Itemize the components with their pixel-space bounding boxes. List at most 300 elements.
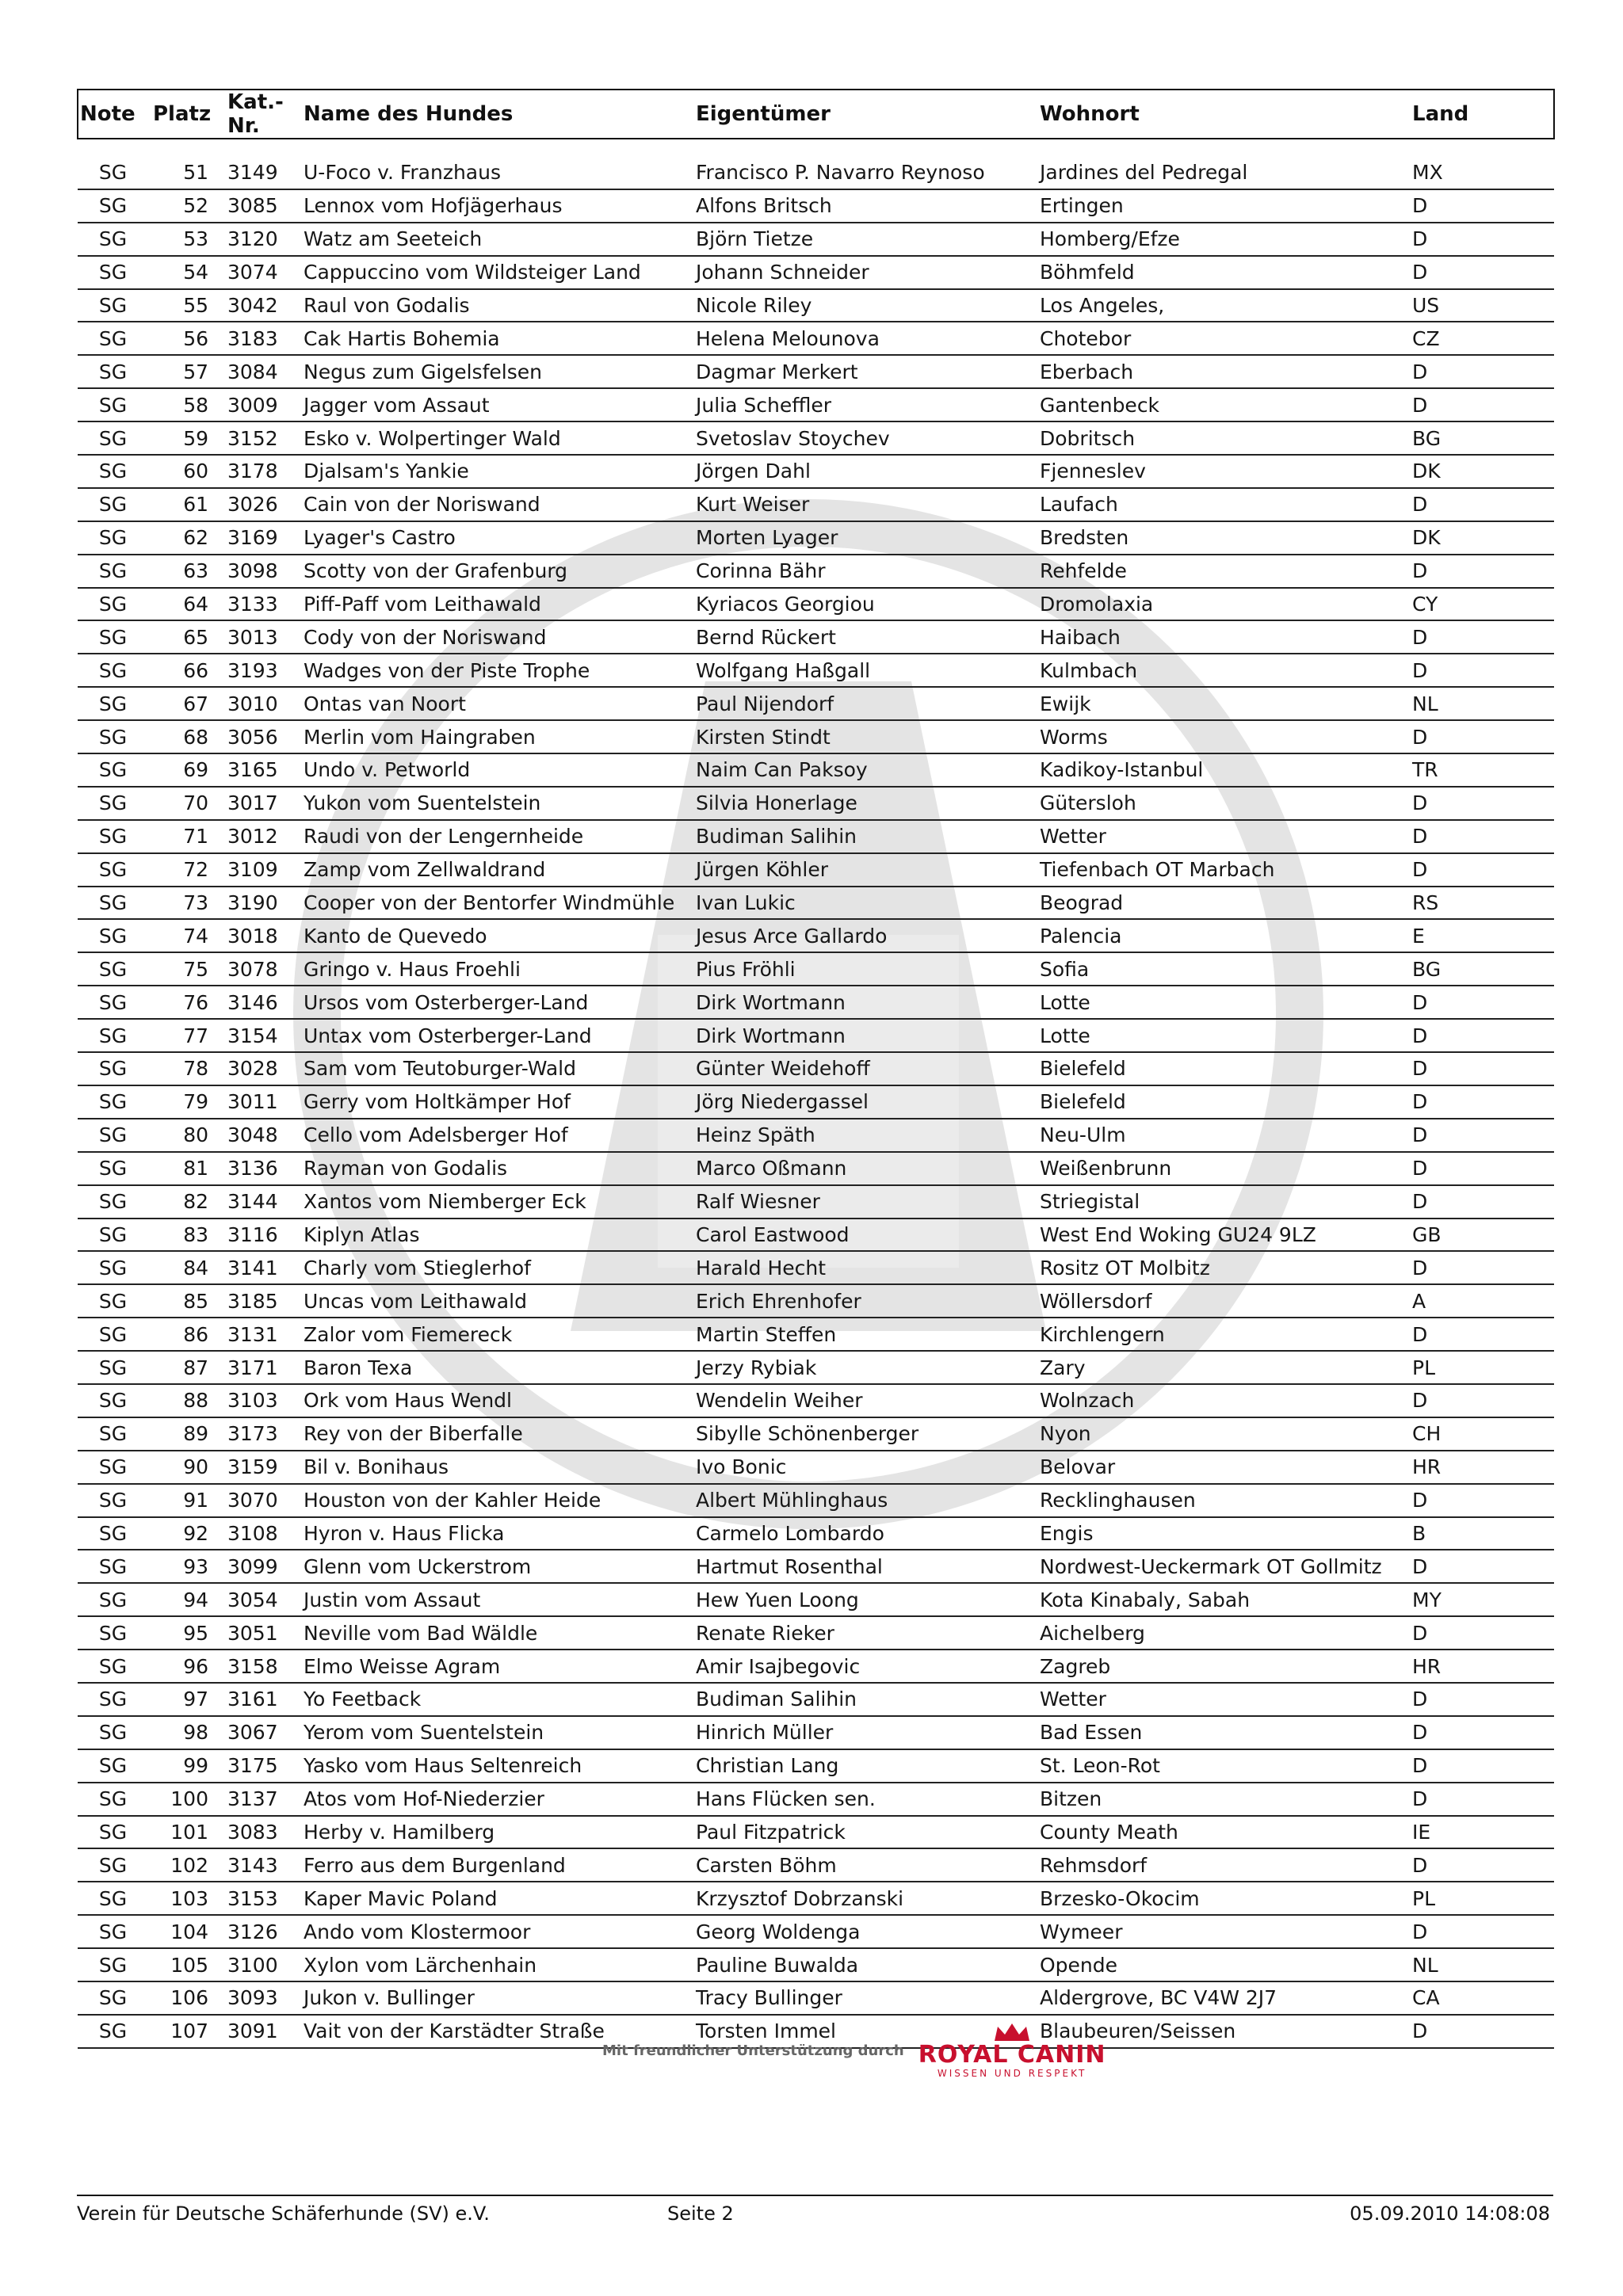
residence-cell: Sofia: [1035, 952, 1407, 986]
dog-name-cell: Xylon vom Lärchenhain: [299, 1948, 691, 1981]
residence-cell: Bielefeld: [1035, 1085, 1407, 1119]
platz-cell: 89: [148, 1417, 223, 1451]
owner-cell: Kurt Weiser: [691, 488, 1035, 521]
country-cell: PL: [1407, 1882, 1554, 1915]
note-cell: SG: [78, 1716, 148, 1749]
kat-nr-cell: 3100: [223, 1948, 299, 1981]
country-cell: D: [1407, 620, 1554, 654]
kat-nr-cell: 3099: [223, 1550, 299, 1583]
dog-name-cell: Wadges von der Piste Trophe: [299, 654, 691, 687]
owner-cell: Albert Mühlinghaus: [691, 1484, 1035, 1517]
platz-cell: 62: [148, 521, 223, 555]
residence-cell: Fjenneslev: [1035, 455, 1407, 488]
owner-cell: Sibylle Schönenberger: [691, 1417, 1035, 1451]
residence-cell: Haibach: [1035, 620, 1407, 654]
owner-cell: Ivo Bonic: [691, 1451, 1035, 1484]
table-row: [78, 157, 1554, 189]
sponsor-banner: [602, 2019, 1106, 2082]
platz-cell: 78: [148, 1052, 223, 1085]
owner-cell: Kyriacos Georgiou: [691, 588, 1035, 621]
table-row: [78, 1351, 1554, 1384]
owner-cell: Pauline Buwalda: [691, 1948, 1035, 1981]
dog-name-cell: Baron Texa: [299, 1351, 691, 1384]
table-row: [78, 1185, 1554, 1219]
kat-nr-cell: 3085: [223, 189, 299, 223]
note-cell: SG: [78, 1251, 148, 1284]
platz-cell: 101: [148, 1816, 223, 1849]
residence-cell: Beograd: [1035, 887, 1407, 920]
platz-cell: 70: [148, 787, 223, 820]
kat-nr-cell: 3193: [223, 654, 299, 687]
table-row: [78, 1716, 1554, 1749]
table-row: [78, 1517, 1554, 1550]
kat-nr-cell: 3009: [223, 388, 299, 421]
platz-cell: 60: [148, 455, 223, 488]
header-spacer: [78, 139, 1554, 157]
note-cell: SG: [78, 1882, 148, 1915]
kat-nr-cell: 3018: [223, 919, 299, 952]
kat-nr-cell: 3084: [223, 355, 299, 388]
kat-nr-cell: 3011: [223, 1085, 299, 1119]
owner-cell: Bernd Rückert: [691, 620, 1035, 654]
royal-canin-logo: [918, 2022, 1106, 2079]
dog-name-cell: Piff-Paff vom Leithawald: [299, 588, 691, 621]
note-cell: SG: [78, 1550, 148, 1583]
table-row: [78, 853, 1554, 887]
residence-cell: Ewijk: [1035, 687, 1407, 720]
kat-nr-cell: 3083: [223, 1816, 299, 1849]
dog-name-cell: U-Foco v. Franzhaus: [299, 157, 691, 189]
footer-timestamp: 05.09.2010 14:08:08: [1350, 2203, 1550, 2225]
table-row: [78, 488, 1554, 521]
platz-cell: 86: [148, 1318, 223, 1351]
kat-nr-cell: 3143: [223, 1848, 299, 1882]
country-cell: D: [1407, 223, 1554, 256]
table-row: [78, 1318, 1554, 1351]
dog-name-cell: Lennox vom Hofjägerhaus: [299, 189, 691, 223]
kat-nr-cell: 3169: [223, 521, 299, 555]
dog-name-cell: Cappuccino vom Wildsteiger Land: [299, 256, 691, 289]
kat-nr-cell: 3161: [223, 1683, 299, 1716]
table-row: [78, 820, 1554, 853]
owner-cell: Alfons Britsch: [691, 189, 1035, 223]
country-cell: DK: [1407, 455, 1554, 488]
note-cell: SG: [78, 1417, 148, 1451]
dog-name-cell: Uncas vom Leithawald: [299, 1284, 691, 1318]
dog-name-cell: Kiplyn Atlas: [299, 1219, 691, 1252]
owner-cell: Wendelin Weiher: [691, 1384, 1035, 1417]
header-name: Name des Hundes: [299, 90, 691, 139]
note-cell: SG: [78, 1019, 148, 1052]
footer-page-number: Seite 2: [667, 2203, 734, 2225]
dog-name-cell: Bil v. Bonihaus: [299, 1451, 691, 1484]
dog-name-cell: Hyron v. Haus Flicka: [299, 1517, 691, 1550]
footer-organization: Verein für Deutsche Schäferhunde (SV) e.V.: [77, 2203, 490, 2225]
crown-icon: [991, 2022, 1033, 2042]
table-row: [78, 1152, 1554, 1185]
platz-cell: 59: [148, 421, 223, 455]
country-cell: TR: [1407, 753, 1554, 787]
residence-cell: Zagreb: [1035, 1650, 1407, 1683]
note-cell: SG: [78, 1816, 148, 1849]
kat-nr-cell: 3048: [223, 1119, 299, 1152]
residence-cell: Laufach: [1035, 488, 1407, 521]
table-row: [78, 388, 1554, 421]
country-cell: GB: [1407, 1219, 1554, 1252]
kat-nr-cell: 3098: [223, 555, 299, 588]
platz-cell: 81: [148, 1152, 223, 1185]
owner-cell: Jörgen Dahl: [691, 455, 1035, 488]
residence-cell: St. Leon-Rot: [1035, 1749, 1407, 1783]
table-row: [78, 1451, 1554, 1484]
table-row: [78, 654, 1554, 687]
platz-cell: 61: [148, 488, 223, 521]
table-row: [78, 1650, 1554, 1683]
dog-name-cell: Neville vom Bad Wäldle: [299, 1616, 691, 1650]
kat-nr-cell: 3028: [223, 1052, 299, 1085]
residence-cell: Recklinghausen: [1035, 1484, 1407, 1517]
country-cell: D: [1407, 189, 1554, 223]
note-cell: SG: [78, 1583, 148, 1616]
table-row: [78, 753, 1554, 787]
kat-nr-cell: 3185: [223, 1284, 299, 1318]
country-cell: MX: [1407, 157, 1554, 189]
note-cell: SG: [78, 1085, 148, 1119]
dog-name-cell: Yukon vom Suentelstein: [299, 787, 691, 820]
country-cell: IE: [1407, 1816, 1554, 1849]
owner-cell: Marco Oßmann: [691, 1152, 1035, 1185]
residence-cell: Gantenbeck: [1035, 388, 1407, 421]
kat-nr-cell: 3159: [223, 1451, 299, 1484]
country-cell: B: [1407, 1517, 1554, 1550]
platz-cell: 77: [148, 1019, 223, 1052]
dog-name-cell: Esko v. Wolpertinger Wald: [299, 421, 691, 455]
kat-nr-cell: 3120: [223, 223, 299, 256]
country-cell: D: [1407, 1915, 1554, 1948]
owner-cell: Pius Fröhli: [691, 952, 1035, 986]
platz-cell: 54: [148, 256, 223, 289]
dog-name-cell: Ando vom Klostermoor: [299, 1915, 691, 1948]
table-row: [78, 620, 1554, 654]
owner-cell: Paul Nijendorf: [691, 687, 1035, 720]
dog-name-cell: Atos vom Hof-Niederzier: [299, 1783, 691, 1816]
note-cell: SG: [78, 223, 148, 256]
dog-name-cell: Jukon v. Bullinger: [299, 1981, 691, 2015]
country-cell: CH: [1407, 1417, 1554, 1451]
dog-name-cell: Elmo Weisse Agram: [299, 1650, 691, 1683]
dog-name-cell: Herby v. Hamilberg: [299, 1816, 691, 1849]
dog-name-cell: Cain von der Noriswand: [299, 488, 691, 521]
kat-nr-cell: 3103: [223, 1384, 299, 1417]
country-cell: US: [1407, 289, 1554, 322]
platz-cell: 74: [148, 919, 223, 952]
platz-cell: 105: [148, 1948, 223, 1981]
owner-cell: Erich Ehrenhofer: [691, 1284, 1035, 1318]
dog-name-cell: Rey von der Biberfalle: [299, 1417, 691, 1451]
residence-cell: Kulmbach: [1035, 654, 1407, 687]
platz-cell: 104: [148, 1915, 223, 1948]
residence-cell: Engis: [1035, 1517, 1407, 1550]
note-cell: SG: [78, 1451, 148, 1484]
country-cell: CZ: [1407, 322, 1554, 355]
residence-cell: Brzesko-Okocim: [1035, 1882, 1407, 1915]
note-cell: SG: [78, 322, 148, 355]
dog-name-cell: Kaper Mavic Poland: [299, 1882, 691, 1915]
owner-cell: Harald Hecht: [691, 1251, 1035, 1284]
platz-cell: 91: [148, 1484, 223, 1517]
platz-cell: 95: [148, 1616, 223, 1650]
residence-cell: Aichelberg: [1035, 1616, 1407, 1650]
residence-cell: Zary: [1035, 1351, 1407, 1384]
table-row: [78, 1583, 1554, 1616]
table-row: [78, 1915, 1554, 1948]
kat-nr-cell: 3178: [223, 455, 299, 488]
platz-cell: 79: [148, 1085, 223, 1119]
residence-cell: Wetter: [1035, 1683, 1407, 1716]
country-cell: D: [1407, 1152, 1554, 1185]
country-cell: D: [1407, 488, 1554, 521]
dog-name-cell: Kanto de Quevedo: [299, 919, 691, 952]
kat-nr-cell: 3158: [223, 1650, 299, 1683]
table-row: [78, 1052, 1554, 1085]
owner-cell: Günter Weidehoff: [691, 1052, 1035, 1085]
kat-nr-cell: 3173: [223, 1417, 299, 1451]
note-cell: SG: [78, 919, 148, 952]
platz-cell: 94: [148, 1583, 223, 1616]
note-cell: SG: [78, 753, 148, 787]
note-cell: SG: [78, 1783, 148, 1816]
dog-name-cell: Gringo v. Haus Froehli: [299, 952, 691, 986]
owner-cell: Wolfgang Haßgall: [691, 654, 1035, 687]
owner-cell: Tracy Bullinger: [691, 1981, 1035, 2015]
owner-cell: Jesus Arce Gallardo: [691, 919, 1035, 952]
residence-cell: Neu-Ulm: [1035, 1119, 1407, 1152]
table-body: [78, 139, 1554, 2048]
note-cell: SG: [78, 1650, 148, 1683]
owner-cell: Krzysztof Dobrzanski: [691, 1882, 1035, 1915]
note-cell: SG: [78, 455, 148, 488]
residence-cell: Homberg/Efze: [1035, 223, 1407, 256]
platz-cell: 57: [148, 355, 223, 388]
residence-cell: Bredsten: [1035, 521, 1407, 555]
note-cell: SG: [78, 1915, 148, 1948]
owner-cell: Corinna Bähr: [691, 555, 1035, 588]
kat-nr-cell: 3056: [223, 720, 299, 753]
owner-cell: Dagmar Merkert: [691, 355, 1035, 388]
dog-name-cell: Merlin vom Haingraben: [299, 720, 691, 753]
country-cell: BG: [1407, 421, 1554, 455]
dog-name-cell: Raudi von der Lengernheide: [299, 820, 691, 853]
kat-nr-cell: 3154: [223, 1019, 299, 1052]
kat-nr-cell: 3051: [223, 1616, 299, 1650]
country-cell: D: [1407, 820, 1554, 853]
table-row: [78, 986, 1554, 1019]
platz-cell: 52: [148, 189, 223, 223]
note-cell: SG: [78, 588, 148, 621]
residence-cell: Dobritsch: [1035, 421, 1407, 455]
note-cell: SG: [78, 952, 148, 986]
dog-name-cell: Djalsam's Yankie: [299, 455, 691, 488]
header-country: Land: [1407, 90, 1554, 139]
country-cell: DK: [1407, 521, 1554, 555]
owner-cell: Naim Can Paksoy: [691, 753, 1035, 787]
header-platz: Platz: [148, 90, 223, 139]
header-residence: Wohnort: [1035, 90, 1407, 139]
country-cell: NL: [1407, 687, 1554, 720]
kat-nr-cell: 3152: [223, 421, 299, 455]
owner-cell: Martin Steffen: [691, 1318, 1035, 1351]
country-cell: D: [1407, 256, 1554, 289]
kat-nr-cell: 3131: [223, 1318, 299, 1351]
kat-nr-cell: 3091: [223, 2015, 299, 2048]
residence-cell: Kota Kinabaly, Sabah: [1035, 1583, 1407, 1616]
platz-cell: 73: [148, 887, 223, 920]
platz-cell: 64: [148, 588, 223, 621]
note-cell: SG: [78, 720, 148, 753]
note-cell: SG: [78, 289, 148, 322]
table-row: [78, 919, 1554, 952]
country-cell: D: [1407, 1251, 1554, 1284]
kat-nr-cell: 3153: [223, 1882, 299, 1915]
kat-nr-cell: 3190: [223, 887, 299, 920]
note-cell: SG: [78, 1152, 148, 1185]
residence-cell: Kirchlengern: [1035, 1318, 1407, 1351]
table-row: [78, 1816, 1554, 1849]
owner-cell: Carsten Böhm: [691, 1848, 1035, 1882]
country-cell: D: [1407, 654, 1554, 687]
sponsor-text: Mit freundlicher Unterstützung durch: [602, 2042, 904, 2059]
country-cell: D: [1407, 1550, 1554, 1583]
residence-cell: Wetter: [1035, 820, 1407, 853]
platz-cell: 76: [148, 986, 223, 1019]
kat-nr-cell: 3012: [223, 820, 299, 853]
kat-nr-cell: 3146: [223, 986, 299, 1019]
owner-cell: Morten Lyager: [691, 521, 1035, 555]
dog-name-cell: Rayman von Godalis: [299, 1152, 691, 1185]
note-cell: SG: [78, 1683, 148, 1716]
residence-cell: Eberbach: [1035, 355, 1407, 388]
country-cell: NL: [1407, 1948, 1554, 1981]
note-cell: SG: [78, 388, 148, 421]
note-cell: SG: [78, 787, 148, 820]
dog-name-cell: Glenn vom Uckerstrom: [299, 1550, 691, 1583]
platz-cell: 96: [148, 1650, 223, 1683]
country-cell: D: [1407, 1783, 1554, 1816]
dog-name-cell: Cello vom Adelsberger Hof: [299, 1119, 691, 1152]
owner-cell: Ralf Wiesner: [691, 1185, 1035, 1219]
platz-cell: 84: [148, 1251, 223, 1284]
dog-name-cell: Zamp vom Zellwaldrand: [299, 853, 691, 887]
note-cell: SG: [78, 1351, 148, 1384]
platz-cell: 69: [148, 753, 223, 787]
note-cell: SG: [78, 1848, 148, 1882]
residence-cell: County Meath: [1035, 1816, 1407, 1849]
owner-cell: Kirsten Stindt: [691, 720, 1035, 753]
residence-cell: Weißenbrunn: [1035, 1152, 1407, 1185]
kat-nr-cell: 3133: [223, 588, 299, 621]
country-cell: D: [1407, 1085, 1554, 1119]
platz-cell: 97: [148, 1683, 223, 1716]
owner-cell: Hans Flücken sen.: [691, 1783, 1035, 1816]
residence-cell: Wymeer: [1035, 1915, 1407, 1948]
residence-cell: West End Woking GU24 9LZ: [1035, 1219, 1407, 1252]
table-row: [78, 521, 1554, 555]
kat-nr-cell: 3171: [223, 1351, 299, 1384]
residence-cell: Opende: [1035, 1948, 1407, 1981]
country-cell: D: [1407, 388, 1554, 421]
country-cell: D: [1407, 1484, 1554, 1517]
kat-nr-cell: 3017: [223, 787, 299, 820]
residence-cell: Nordwest-Ueckermark OT Gollmitz: [1035, 1550, 1407, 1583]
dog-name-cell: Cak Hartis Bohemia: [299, 322, 691, 355]
owner-cell: Christian Lang: [691, 1749, 1035, 1783]
header-kat-nr: Kat.-Nr.: [223, 90, 299, 139]
note-cell: SG: [78, 189, 148, 223]
dog-name-cell: Justin vom Assaut: [299, 1583, 691, 1616]
owner-cell: Georg Woldenga: [691, 1915, 1035, 1948]
kat-nr-cell: 3141: [223, 1251, 299, 1284]
residence-cell: Rehmsdorf: [1035, 1848, 1407, 1882]
kat-nr-cell: 3126: [223, 1915, 299, 1948]
platz-cell: 102: [148, 1848, 223, 1882]
platz-cell: 107: [148, 2015, 223, 2048]
note-cell: SG: [78, 986, 148, 1019]
residence-cell: Dromolaxia: [1035, 588, 1407, 621]
header-note: Note: [78, 90, 148, 139]
platz-cell: 93: [148, 1550, 223, 1583]
owner-cell: Björn Tietze: [691, 223, 1035, 256]
note-cell: SG: [78, 1284, 148, 1318]
table-row: [78, 887, 1554, 920]
owner-cell: Carol Eastwood: [691, 1219, 1035, 1252]
note-cell: SG: [78, 1185, 148, 1219]
dog-name-cell: Xantos vom Niemberger Eck: [299, 1185, 691, 1219]
owner-cell: Hartmut Rosenthal: [691, 1550, 1035, 1583]
country-cell: D: [1407, 787, 1554, 820]
country-cell: D: [1407, 2015, 1554, 2048]
owner-cell: Torsten Immel: [691, 2015, 1035, 2048]
owner-cell: Jörg Niedergassel: [691, 1085, 1035, 1119]
owner-cell: Budiman Salihin: [691, 1683, 1035, 1716]
owner-cell: Carmelo Lombardo: [691, 1517, 1035, 1550]
dog-name-cell: Ursos vom Osterberger-Land: [299, 986, 691, 1019]
residence-cell: Belovar: [1035, 1451, 1407, 1484]
country-cell: D: [1407, 1384, 1554, 1417]
residence-cell: Jardines del Pedregal: [1035, 157, 1407, 189]
residence-cell: Kadikoy-Istanbul: [1035, 753, 1407, 787]
dog-name-cell: Cooper von der Bentorfer Windmühle: [299, 887, 691, 920]
dog-name-cell: Negus zum Gigelsfelsen: [299, 355, 691, 388]
residence-cell: Ertingen: [1035, 189, 1407, 223]
dog-name-cell: Scotty von der Grafenburg: [299, 555, 691, 588]
dog-name-cell: Ferro aus dem Burgenland: [299, 1848, 691, 1882]
note-cell: SG: [78, 687, 148, 720]
kat-nr-cell: 3054: [223, 1583, 299, 1616]
note-cell: SG: [78, 1318, 148, 1351]
table-row: [78, 1783, 1554, 1816]
owner-cell: Dirk Wortmann: [691, 986, 1035, 1019]
table-header-row: [78, 90, 1554, 139]
table-row: [78, 455, 1554, 488]
note-cell: SG: [78, 1517, 148, 1550]
owner-cell: Budiman Salihin: [691, 820, 1035, 853]
country-cell: CY: [1407, 588, 1554, 621]
kat-nr-cell: 3116: [223, 1219, 299, 1252]
residence-cell: Lotte: [1035, 986, 1407, 1019]
dog-name-cell: Lyager's Castro: [299, 521, 691, 555]
kat-nr-cell: 3108: [223, 1517, 299, 1550]
platz-cell: 58: [148, 388, 223, 421]
